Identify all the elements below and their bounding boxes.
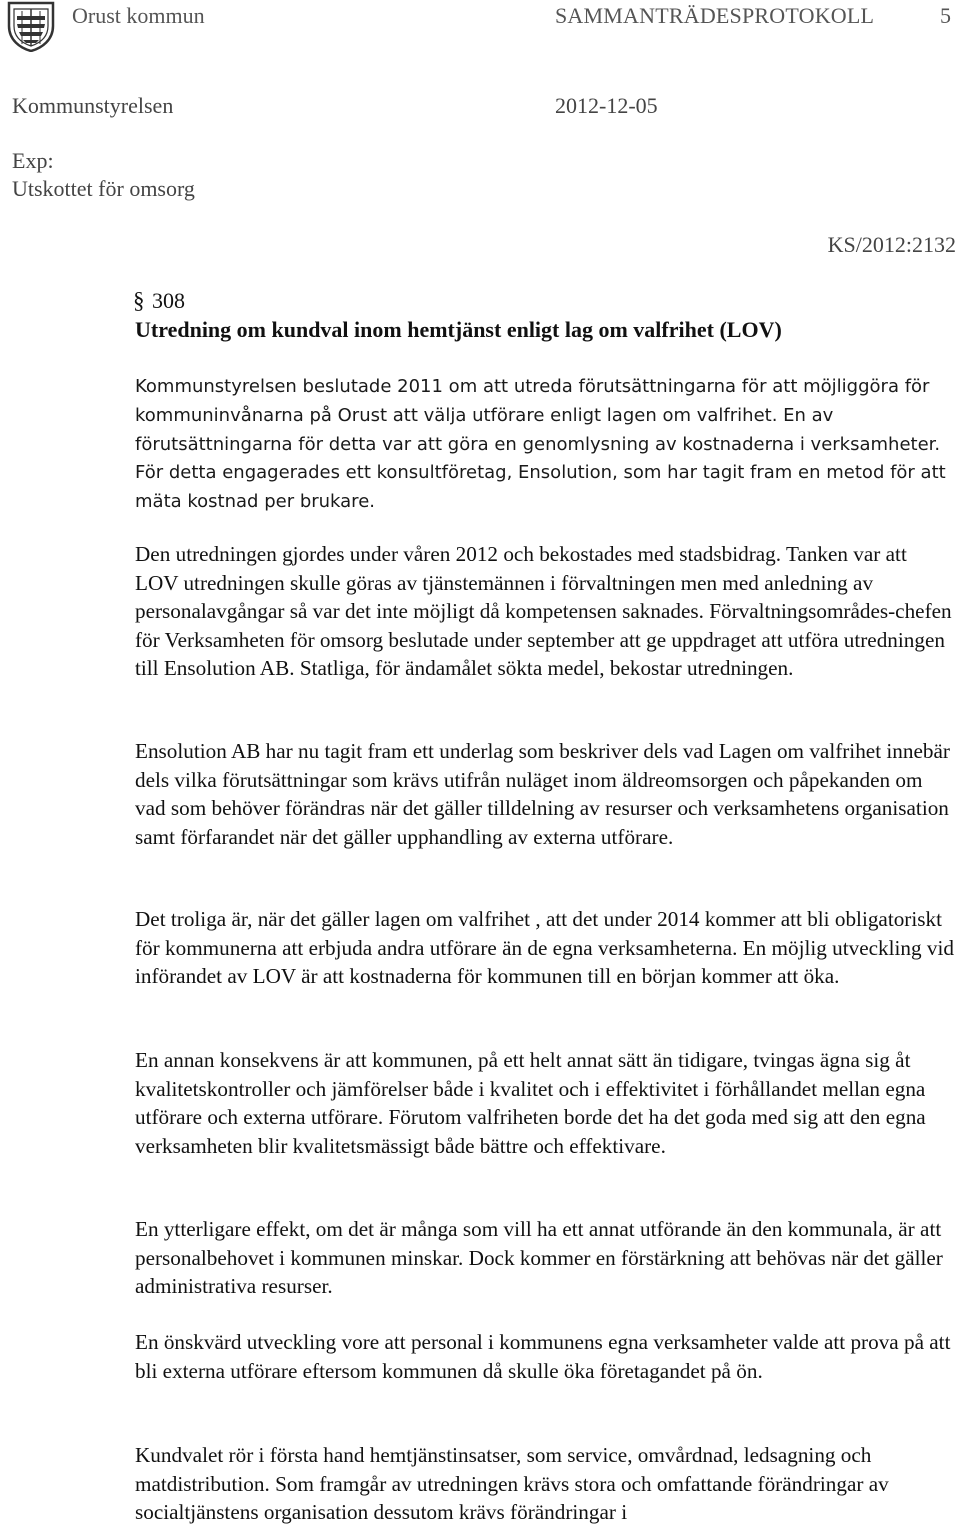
paragraph-ensolution-report: Ensolution AB har nu tagit fram ett underlag som beskriver dels vad Lagen om valfrihet innebär dels vilka förutsättningar som krävs utifrån nuläget inom äldreomsorgen och påpekanden om vad som behöver förändras när det gäller tilldelning av resurser och verksamhetens organisation samt förfarandet när det gäller upphandling av externa utförare. — [135, 739, 950, 849]
paragraph-staff-entrepreneurs: En önskvärd utveckling vore att personal i kommunens egna verksamheter valde att prova på att bli externa utförare eftersom kommunen då skulle öka företagandet på ön. — [135, 1330, 951, 1383]
paragraph-customer-choice-scope: Kundvalet rör i första hand hemtjänstinsatser, som service, omvårdnad, ledsagning och matdistribution. Som framgår av utredningen krävs stora och omfattande förändringar av socialtjänstens organisation dessutom krävs förändringar i — [135, 1443, 889, 1525]
paragraph-quality-control: En annan konsekvens är att kommunen, på ett helt annat sätt än tidigare, tvingas ägna sig åt kvalitetskontroller och jämförelser både i kvalitet och i effektivitet i förhållandet mellan egna utförare och externa utförare. Förutom valfriheten borde det ha det goda med sig att den egna verksamheten blir kvalitetsmässigt både bättre och effektivare. — [135, 1048, 926, 1158]
page-number: 5 — [940, 3, 951, 28]
meeting-date: 2012-12-05 — [555, 93, 658, 118]
case-number: KS/2012:2132 — [827, 232, 956, 257]
section-title: Utredning om kundval inom hemtjänst enligt lag om valfrihet (LOV) — [135, 317, 782, 342]
dispatch-label: Exp: — [12, 148, 54, 173]
document-type: SAMMANTRÄDESPROTOKOLL — [555, 3, 875, 28]
committee-name: Kommunstyrelsen — [12, 93, 174, 118]
coat-of-arms-logo — [6, 0, 56, 52]
section-mark: § — [133, 288, 145, 313]
municipality-name: Orust kommun — [72, 3, 205, 28]
paragraph-mandatory-2014: Det troliga är, när det gäller lagen om valfrihet , att det under 2014 kommer att bli obligatoriskt för kommunerna att erbjuda andra utförare än de egna verksamheterna. En möjlig utveckling vid införandet av LOV är att kostnaderna för kommunen till en början kommer att öka. — [135, 907, 954, 989]
paragraph-study-funding: Den utredningen gjordes under våren 2012 och bekostades med stadsbidrag. Tanken var att LOV utredningen skulle göras av tjänstemännen i förvaltningen men med anledning av personalavgångar så var det inte möjligt då kompetensen saknades. Förvaltningsområdes-chefen för Verksamheten för omsorg beslutade under september att ge uppdraget att utföra utredningen till Ensolution AB. Statliga, för ändamålet sökta medel, bekostar utredningen. — [135, 542, 952, 681]
paragraph-staffing-effect: En ytterligare effekt, om det är många som vill ha ett annat utförande än den kommunala, är att personalbehovet i kommunen minskar. Dock kommer en förstärkning att behövas när det gäller administrativa resurser. — [135, 1217, 943, 1299]
paragraph-intro: Kommunstyrelsen beslutade 2011 om att utreda förutsättningarna för att möjliggöra för kommuninvånarna på Orust att välja utförare enligt lagen om valfrihet. En av förutsättningarna för detta var att göra en genomlysning av kostnaderna i verksamheter. För detta engagerades ett konsultföretag, Ensolution, som har tagit fram en metod för att mäta kostnad per brukare. — [135, 376, 946, 513]
section-number: 308 — [152, 288, 185, 313]
dispatch-recipient: Utskottet för omsorg — [12, 176, 195, 201]
